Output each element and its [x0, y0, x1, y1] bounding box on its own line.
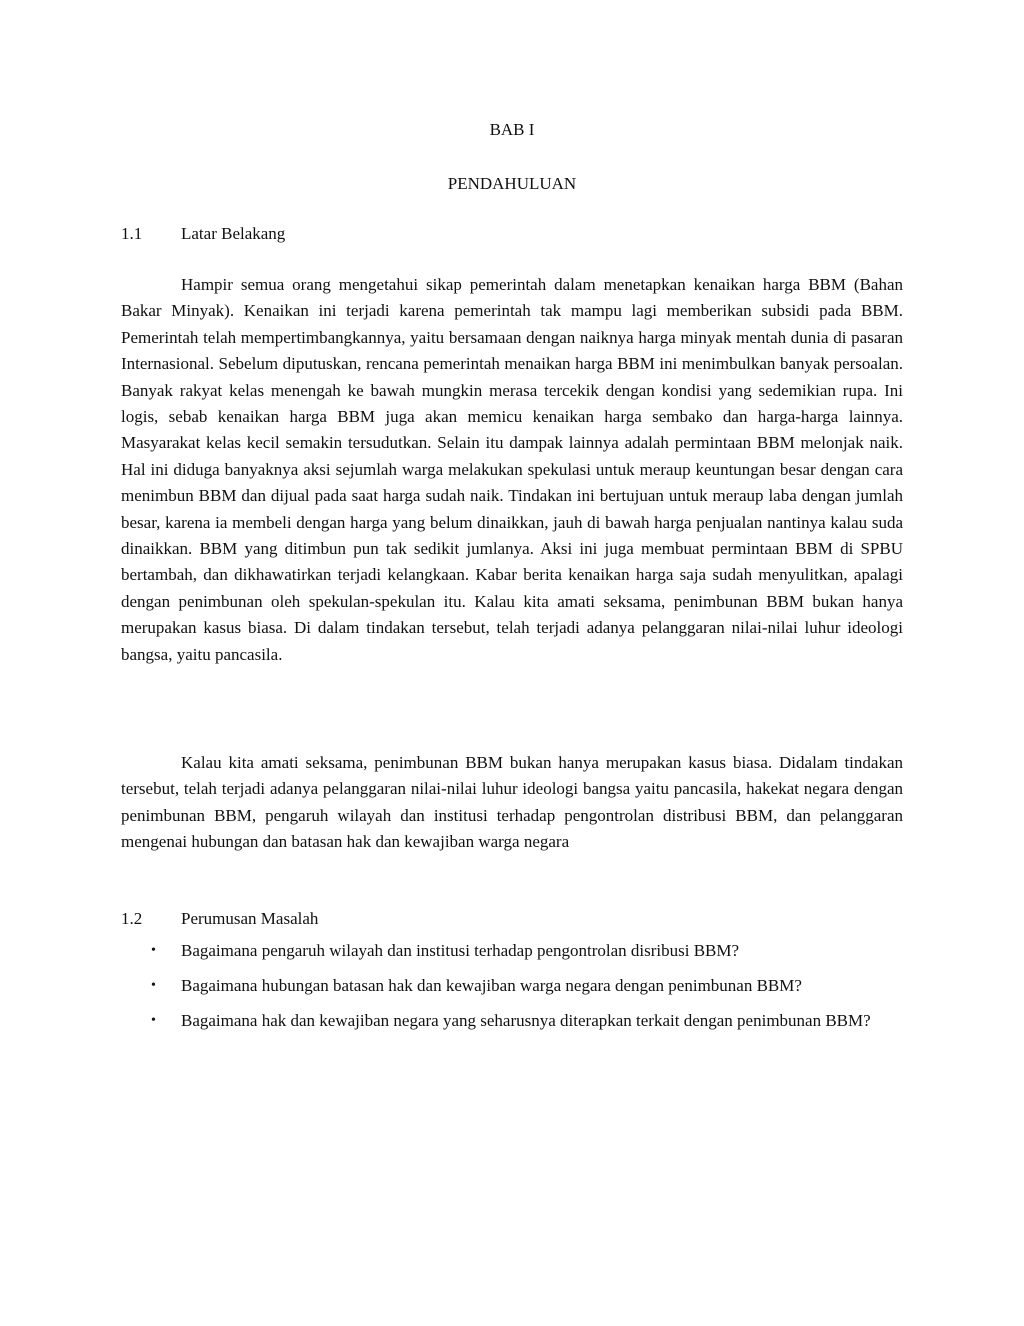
list-item	[121, 968, 903, 1003]
section-number: 1.1	[121, 224, 143, 243]
list-item-text: Bagaimana hak dan kewajiban negara yang seharusnya diterapkan terkait dengan penimbunan BBM?	[181, 1011, 871, 1030]
section-title: Latar Belakang	[181, 224, 286, 243]
bullet-icon: •	[151, 978, 156, 993]
section-heading-perumusan-masalah	[121, 909, 521, 933]
body-paragraph: Hampir semua orang mengetahui sikap pemerintah dalam menetapkan kenaikan harga BBM (Bahan Bakar Minyak). Kenaikan ini terjadi karena pemerintah tak mampu lagi memberikan subsidi pada BBM. Pemerintah telah mempertimbangkannya, yaitu bersamaan dengan naiknya harga minyak mentah dunia di pasaran Internasional. Sebelum diputuskan, rencana pemerintah menaikan harga BBM ini menimbulkan banyak persoalan. Banyak rakyat kelas menengah ke bawah mungkin merasa tercekik dengan kondisi yang sedemikian rupa. Ini logis, sebab kenaikan harga BBM juga akan memicu kenaikan harga sembako dan harga-harga lainnya. Masyarakat kelas kecil semakin tersudutkan. Selain itu dampak lainnya adalah permintaan BBM melonjak naik. Hal ini diduga banyaknya aksi sejumlah warga melakukan spekulasi untuk meraup keuntungan besar dengan cara menimbun BBM dan dijual pada saat harga sudah naik. Tindakan ini bertujuan untuk meraup laba dengan jumlah besar, karena ia membeli dengan harga yang belum dinaikkan, jauh di bawah harga penjualan nantinya kalau suda dinaikkan. BBM yang ditimbun pun tak sedikit jumlanya. Aksi ini juga membuat permintaan BBM di SPBU bertambah, dan dikhawatirkan terjadi kelangkaan. Kabar berita kenaikan harga saja sudah menyulitkan, apalagi dengan penimbunan oleh spekulan-spekulan itu. Kalau kita amati seksama, penimbunan BBM bukan hanya merupakan kasus biasa. Di dalam tindakan tersebut, telah terjadi adanya pelanggaran nilai-nilai luhur ideologi bangsa, yaitu pancasila.	[121, 275, 903, 664]
bullet-icon: •	[151, 1013, 156, 1028]
section-title: Perumusan Masalah	[181, 909, 319, 928]
list-item	[121, 933, 903, 968]
body-paragraph: Kalau kita amati seksama, penimbunan BBM bukan hanya merupakan kasus biasa. Didalam tindakan tersebut, telah terjadi adanya pelanggaran nilai-nilai luhur ideologi bangsa yaitu pancasila, hakekat negara dengan penimbunan BBM, pengaruh wilayah dan institusi terhadap pengontrolan distribusi BBM, dan pelanggaran mengenai hubungan dan batasan hak dan kewajiban warga negara	[121, 753, 903, 852]
chapter-heading: BAB I	[489, 120, 535, 139]
chapter-title: PENDAHULUAN	[447, 174, 577, 193]
list-item-text: Bagaimana hubungan batasan hak dan kewajiban warga negara dengan penimbunan BBM?	[181, 976, 802, 995]
bullet-icon: •	[151, 943, 156, 958]
problem-list	[121, 933, 903, 1038]
list-item	[121, 1003, 903, 1038]
list-item-text: Bagaimana pengaruh wilayah dan institusi terhadap pengontrolan disribusi BBM?	[181, 941, 740, 960]
section-number: 1.2	[121, 909, 143, 928]
section-heading-latar-belakang	[121, 224, 521, 248]
